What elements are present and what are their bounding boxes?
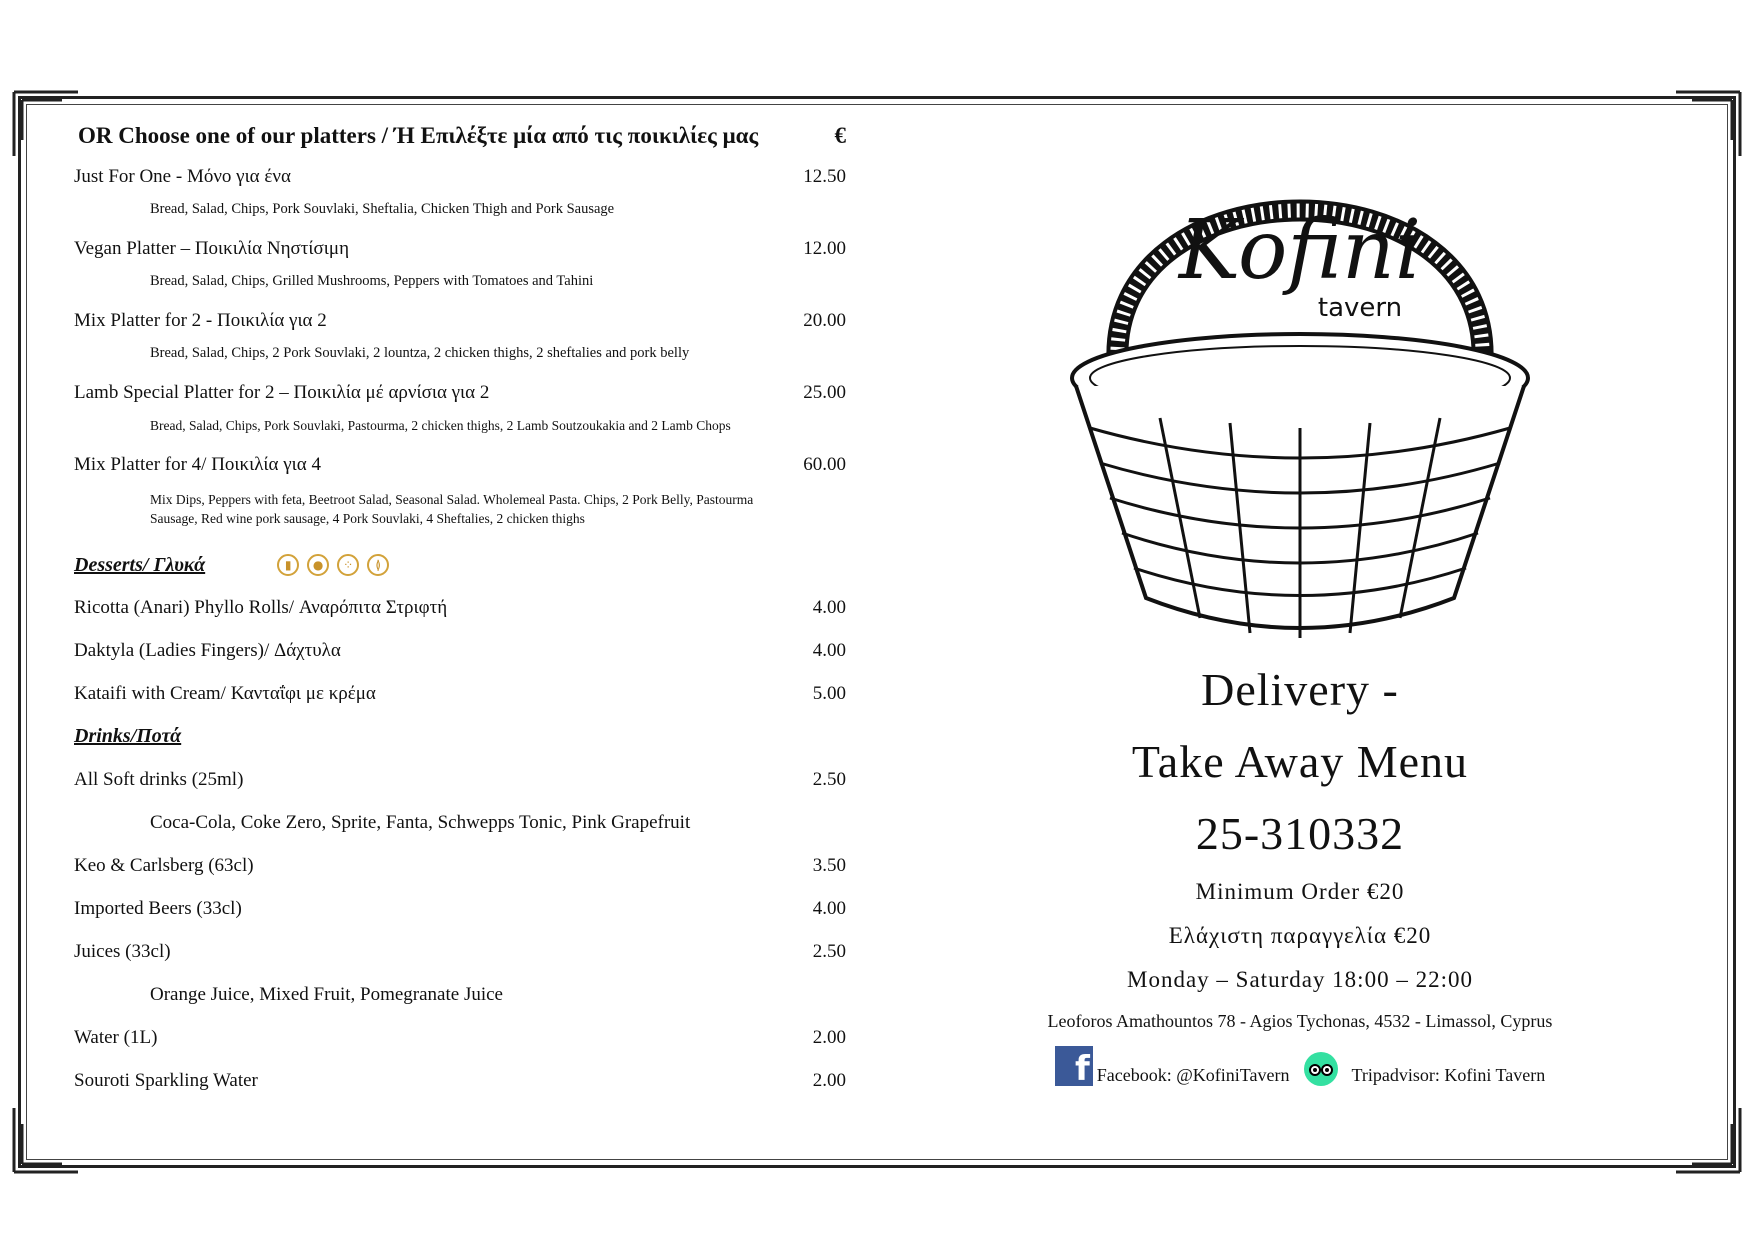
item-name: Ricotta (Anari) Phyllo Rolls/ Αναρόπιτα Στριφτή [74,596,448,618]
corner-ornament-top-left [12,90,82,160]
menu-column [74,118,846,1102]
opening-hours: Monday – Saturday 18:00 – 22:00 [1127,967,1473,992]
item-description: Bread, Salad, Chips, Pork Souvlaki, Pastourma, 2 chicken thighs, 2 Lamb Soutzoukakia and 2 Lamb Chops [150,418,731,433]
menu-item [74,376,846,410]
menu-item [74,844,846,887]
item-description: Coca-Cola, Coke Zero, Sprite, Fanta, Schwepps Tonic, Pink Grapefruit [150,811,691,833]
item-description: Bread, Salad, Chips, Pork Souvlaki, Sheftalia, Chicken Thigh and Pork Sausage [150,201,615,217]
facebook-icon[interactable]: f [1055,1046,1093,1086]
item-name: Water (1L) [74,1026,158,1048]
item-name: Souroti Sparkling Water [74,1069,258,1091]
item-price: 2.00 [812,1026,846,1048]
wheat-icon: ≬ [367,554,389,576]
desserts-heading-row [74,544,846,586]
brand-name: Kofini [1178,203,1422,298]
item-name: Mix Platter for 2 - Ποικιλία για 2 [74,310,327,331]
tripadvisor-icon[interactable] [1304,1052,1338,1086]
item-description: Orange Juice, Mixed Fruit, Pomegranate Juice [150,983,503,1005]
item-name: Imported Beers (33cl) [74,897,242,919]
item-price: 12.00 [803,238,846,259]
menu-item [74,448,846,482]
item-name: Daktyla (Ladies Fingers)/ Δάχτυλα [74,639,341,661]
desserts-title: Desserts/ Γλυκά [74,553,206,576]
takeaway-heading: Take Away Menu [1131,736,1469,787]
item-price: 25.00 [803,382,846,403]
item-name: Kataifi with Cream/ Κανταΐφι με κρέμα [74,682,376,704]
item-name: Keo & Carlsberg (63cl) [74,854,254,876]
item-name: Juices (33cl) [74,940,171,962]
menu-item [74,232,846,266]
delivery-heading: Delivery - [1201,664,1399,715]
item-name: Lamb Special Platter for 2 – Ποικιλία μέ αρνίσια για 2 [74,382,490,403]
info-column [990,118,1610,1089]
item-name: All Soft drinks (25ml) [74,768,244,790]
menu-item [74,887,846,930]
menu-item [74,758,846,801]
item-price: 4.00 [812,639,846,661]
minimum-order-en: Minimum Order €20 [1195,879,1405,904]
item-name: Mix Platter for 4/ Ποικιλία για 4 [74,454,321,475]
item-price: 20.00 [803,310,846,331]
item-description: Bread, Salad, Chips, Grilled Mushrooms, Peppers with Tomatoes and Tahini [150,273,594,289]
menu-item [74,629,846,672]
item-price: 5.00 [812,682,846,704]
tripadvisor-link[interactable]: Tripadvisor: Kofini Tavern [1351,1065,1546,1085]
item-price: 2.00 [812,1069,846,1091]
drinks-title: Drinks/Ποτά [74,725,182,747]
basket-logo [1060,118,1540,648]
item-price: 4.00 [812,596,846,618]
item-name: Vegan Platter – Ποικιλία Νηστίσιμη [74,238,349,259]
corner-ornament-top-right [1672,90,1742,160]
menu-item [74,304,846,338]
address: Leoforos Amathountos 78 - Agios Tychonas, 4532 - Limassol, Cyprus [1047,1011,1553,1031]
item-price: 2.50 [812,940,846,962]
platters-header [78,118,846,154]
menu-item [74,1059,846,1102]
corner-ornament-bottom-right [1672,1104,1742,1174]
facebook-link[interactable]: Facebook: @KofiniTavern [1096,1065,1290,1085]
drinks-heading-row [74,715,846,758]
item-price: 3.50 [812,854,846,876]
minimum-order-gr: Ελάχιστη παραγγελία €20 [1168,923,1432,948]
item-price: 60.00 [803,454,846,475]
menu-item [74,672,846,715]
item-price: 4.00 [812,897,846,919]
egg-icon: ● [307,554,329,576]
item-price: 12.50 [803,166,846,187]
brand-subtitle: tavern [1317,293,1403,323]
item-description: Mix Dips, Peppers with feta, Beetroot Salad, Seasonal Salad. Wholemeal Pasta. Chips, 2 Pork Belly, Pastourma Sausage, Red wine pork sausage, 4 Pork Souvlaki, 4 Sheftalies, 2 chicken thighs [150,492,754,526]
nuts-icon: ⁘ [337,554,359,576]
item-name: Just For One - Μόνο για ένα [74,166,291,187]
social-links [990,1046,1610,1089]
milk-icon: ▮ [277,554,299,576]
menu-item [74,1016,846,1059]
allergen-icons [277,554,389,576]
corner-ornament-bottom-left [12,1104,82,1174]
platters-header-title: OR Choose one of our platters / Ή Επιλέξτε μία από τις ποικιλίες μας [78,123,759,148]
menu-item [74,586,846,629]
phone-number: 25-310332 [1195,808,1405,859]
item-price: 2.50 [812,768,846,790]
menu-item [74,160,846,194]
item-description: Bread, Salad, Chips, 2 Pork Souvlaki, 2 lountza, 2 chicken thighs, 2 sheftalies and pork belly [150,345,690,361]
menu-item [74,930,846,973]
currency-label: € [834,123,846,148]
